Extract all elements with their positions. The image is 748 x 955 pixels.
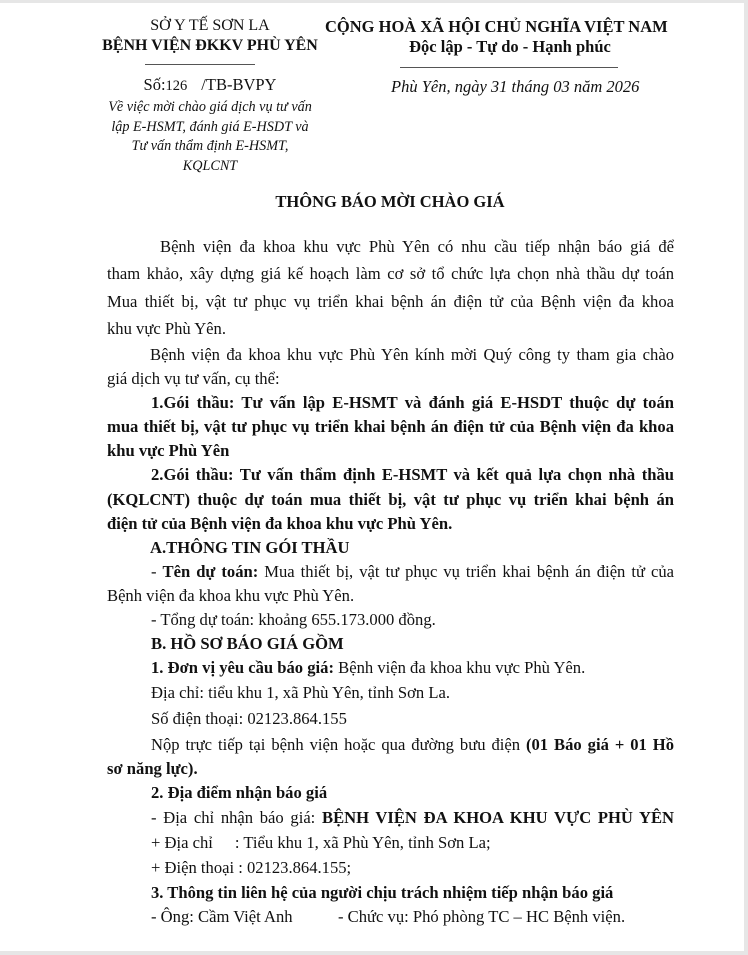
subject-line: Tư vấn thẩm định E-HSMT, <box>131 138 289 154</box>
contact-name: - Ông: Cầm Việt Anh <box>151 907 293 926</box>
location-addr <box>151 833 491 853</box>
estimate-name-continued: Bệnh viện đa khoa khu vực Phù Yên. <box>107 586 355 605</box>
intro-line: Bệnh viện đa khoa khu vực Phù Yên có nhu cầu tiếp nhận báo giá để <box>160 237 674 256</box>
invite-line: Bệnh viện đa khoa khu vực Phù Yên kính mời Quý công ty tham gia chào <box>150 345 674 364</box>
intro-line: Mua thiết bị, vật tư phục vụ triển khai bệnh án điện tử của Bệnh viện đa khoa <box>107 292 674 311</box>
package-2-line: điện tử của Bệnh viện đa khoa khu vực Phù Yên. <box>107 514 453 533</box>
location-heading: 2. Địa điểm nhận báo giá <box>151 783 328 802</box>
doc-number-value: 126 <box>165 78 188 94</box>
submission-text: Nộp trực tiếp tại bệnh viện hoặc qua đường bưu điện <box>151 735 521 754</box>
subject-line: KQLCNT <box>182 157 238 174</box>
notice-title: THÔNG BÁO MỜI CHÀO GIÁ <box>275 192 505 211</box>
doc-number-suffix: /TB-BVPY <box>201 75 277 94</box>
total-estimate: - Tổng dự toán: khoảng 655.173.000 đồng. <box>151 610 436 629</box>
section-b-heading: B. HỒ SƠ BÁO GIÁ GỒM <box>151 634 344 653</box>
header-left-rule <box>145 64 255 65</box>
document-number <box>60 75 360 95</box>
place-date: Phù Yên, ngày 31 tháng 03 năm 2026 <box>391 77 640 96</box>
document-subject <box>60 98 360 176</box>
submission-bold: (01 Báo giá + 01 Hồ <box>525 735 674 754</box>
requester-address: Địa chỉ: tiểu khu 1, xã Phù Yên, tỉnh Sơn La. <box>151 683 450 702</box>
package-2-line: (KQLCNT) thuộc dự toán mua thiết bị, vật tư phục vụ triển khai bệnh án <box>107 490 674 509</box>
package-1-line: mua thiết bị, vật tư phục vụ triển khai bệnh án điện tử của Bệnh viện đa khoa <box>107 417 674 436</box>
subject-line: Về việc mời chào giá dịch vụ tư vấn <box>108 99 312 115</box>
package-1-line: 1.Gói thầu: Tư vấn lập E-HSMT và đánh giá E-HSDT thuộc dự toán <box>151 393 674 412</box>
package-2-line: 2.Gói thầu: Tư vấn thẩm định E-HSMT và kết quả lựa chọn nhà thầu <box>151 465 674 484</box>
requester-phone: Số điện thoại: 02123.864.155 <box>151 709 347 728</box>
contact-heading: 3. Thông tin liên hệ của người chịu trách nhiệm tiếp nhận báo giá <box>151 883 614 902</box>
location-addr-label: + Địa chỉ <box>151 833 213 852</box>
header-right-rule <box>400 67 618 68</box>
section-a-heading: A.THÔNG TIN GÓI THẦU <box>150 538 350 557</box>
national-motto: Độc lập - Tự do - Hạnh phúc <box>409 37 611 56</box>
subject-line: lập E-HSMT, đánh giá E-HSDT và <box>111 118 309 135</box>
package-1-line: khu vực Phù Yên <box>107 441 230 460</box>
location-phone: + Điện thoại : 02123.864.155; <box>151 858 352 877</box>
estimate-name-value: Mua thiết bị, vật tư phục vụ triển khai bệnh án điện tử của <box>264 562 674 581</box>
intro-line: tham khảo, xây dựng giá kế hoạch làm cơ sở tổ chức lựa chọn nhà thầu dự toán <box>107 264 674 283</box>
invite-line: giá dịch vụ tư vấn, cụ thể: <box>107 369 280 388</box>
location-address <box>151 808 674 828</box>
hospital-name: BỆNH VIỆN ĐKKV PHÙ YÊN <box>102 37 318 54</box>
estimate-name-label: Tên dự toán: <box>162 562 259 581</box>
requester <box>151 658 585 678</box>
submission-bold-continued: sơ năng lực). <box>107 759 198 778</box>
doc-number-prefix: Số: <box>143 75 166 94</box>
location-addr-value: : Tiểu khu 1, xã Phù Yên, tỉnh Sơn La; <box>234 833 491 852</box>
requester-value: Bệnh viện đa khoa khu vực Phù Yên. <box>338 658 586 677</box>
requester-label: 1. Đơn vị yêu cầu báo giá: <box>151 658 334 677</box>
submission-method <box>151 735 674 755</box>
estimate-name: - Tên dự toán: Mua thiết bị, vật tư phục vụ triển khai bệnh án điện tử của <box>151 562 674 581</box>
location-address-value: BỆNH VIỆN ĐA KHOA KHU VỰC PHÙ YÊN <box>322 808 674 827</box>
location-address-label: - Địa chỉ nhận báo giá: <box>151 808 316 827</box>
agency-name: SỞ Y TẾ SƠN LA <box>150 17 270 34</box>
document-page <box>0 3 744 951</box>
intro-line: khu vực Phù Yên. <box>107 319 226 338</box>
nation-title: CỘNG HOÀ XÃ HỘI CHỦ NGHĨA VIỆT NAM <box>325 17 668 36</box>
contact-position: - Chức vụ: Phó phòng TC – HC Bệnh viện. <box>338 907 626 926</box>
